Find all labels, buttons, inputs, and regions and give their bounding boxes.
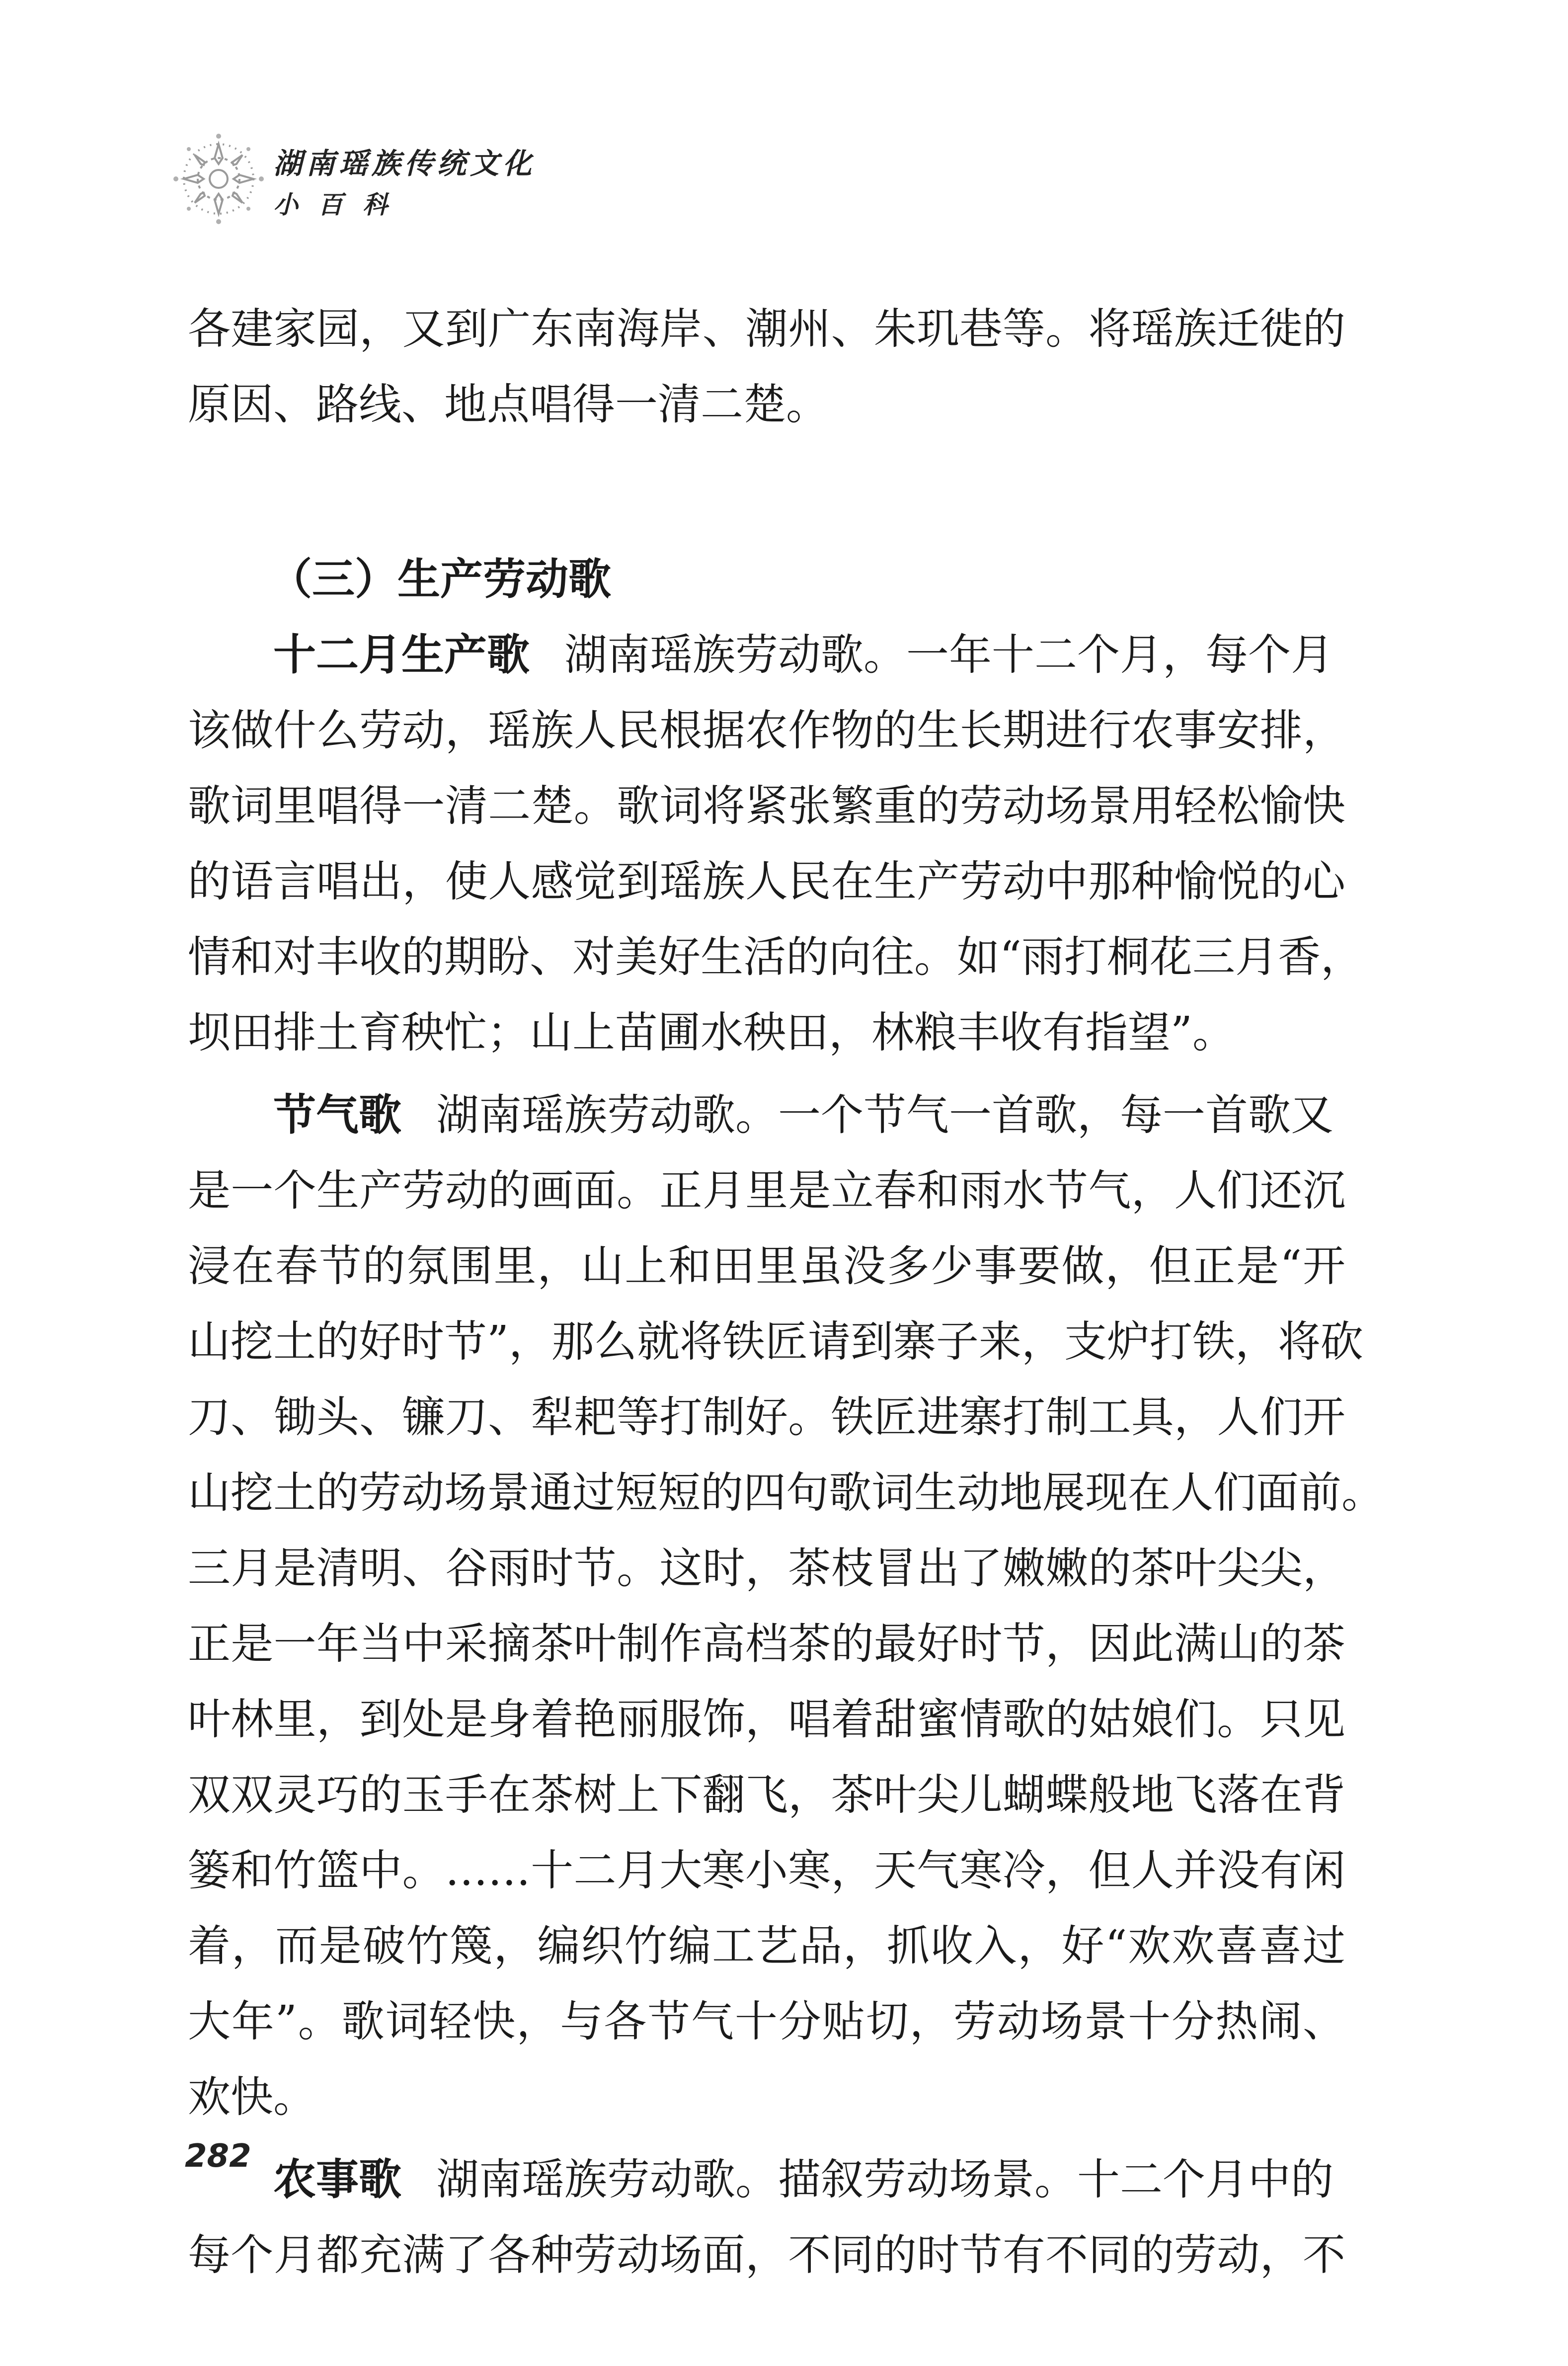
- text-line: 的语言唱出，使人感觉到瑶族人民在生产劳动中那种愉悦的心: [188, 857, 1345, 906]
- text-line: 原因、路线、地点唱得一清二楚。: [188, 380, 829, 429]
- floral-ornament-icon: [169, 129, 268, 229]
- text-line: 山挖土的好时节”，那么就将铁匠请到寨子来，支炉打铁，将砍: [188, 1317, 1363, 1367]
- text-line: 是一个生产劳动的画面。正月里是立春和雨水节气，人们还沉: [188, 1166, 1345, 1216]
- entry-term: 农事歌: [273, 2155, 401, 2204]
- entry-first-line: [188, 2142, 1345, 2217]
- entry-term: 节气歌: [273, 1090, 401, 1140]
- text-line: 歌词里唱得一清二楚。歌词将紧张繁重的劳动场景用轻松愉快: [188, 781, 1345, 831]
- book-series-subtitle: 小百科: [273, 190, 407, 219]
- text-line: 浸在春节的氛围里，山上和田里虽没多少事要做，但正是“开: [188, 1241, 1345, 1291]
- entry-text: 湖南瑶族劳动歌。描叙劳动场景。十二个月中的: [436, 2155, 1333, 2204]
- text-line: 欢快。: [188, 2072, 316, 2122]
- entry-term: 十二月生产歌: [273, 630, 530, 680]
- text-line: 坝田排土育秧忙；山上苗圃水秧田，林粮丰收有指望”。: [188, 1008, 1235, 1058]
- text-line: 双双灵巧的玉手在茶树上下翻飞，茶叶尖儿蝴蝶般地飞落在背: [188, 1770, 1345, 1820]
- entry-first-line: [188, 1077, 1345, 1153]
- book-series-title: 湖南瑶族传统文化: [273, 147, 536, 180]
- entry-text: 湖南瑶族劳动歌。一年十二个月，每个月: [564, 630, 1333, 680]
- text-line: 叶林里，到处是身着艳丽服饰，唱着甜蜜情歌的姑娘们。只见: [188, 1695, 1345, 1744]
- text-line: 各建家园，又到广东南海岸、潮州、朱玑巷等。将瑶族迁徙的: [188, 304, 1345, 354]
- entry-text: 湖南瑶族劳动歌。一个节气一首歌，每一首歌又: [436, 1090, 1333, 1140]
- text-line: 大年”。歌词轻快，与各节气十分贴切，劳动场景十分热闹、: [188, 1997, 1345, 2046]
- running-header: [169, 129, 616, 229]
- text-line: 山挖土的劳动场景通过短短的四句歌词生动地展现在人们面前。: [188, 1468, 1384, 1518]
- text-line: 正是一年当中采摘茶叶制作高档茶的最好时节，因此满山的茶: [188, 1619, 1345, 1669]
- text-line: 情和对丰收的期盼、对美好生活的向往。如“雨打桐花三月香，: [188, 932, 1363, 982]
- body-text: [188, 291, 1384, 2293]
- entry-first-line: [188, 617, 1345, 693]
- text-line: 每个月都充满了各种劳动场面，不同的时节有不同的劳动，不: [188, 2230, 1345, 2280]
- text-line: 该做什么劳动，瑶族人民根据农作物的生长期进行农事安排，: [188, 706, 1345, 755]
- text-line: 着，而是破竹篾，编织竹编工艺品，抓收入，好“欢欢喜喜过: [188, 1921, 1345, 1971]
- page-number: 282: [185, 2138, 251, 2175]
- section-heading: （三）生产劳动歌: [269, 555, 611, 604]
- text-line: 三月是清明、谷雨时节。这时，茶枝冒出了嫩嫩的茶叶尖尖，: [188, 1544, 1345, 1593]
- text-line: 刀、锄头、镰刀、犁耙等打制好。铁匠进寨打制工具，人们开: [188, 1392, 1345, 1442]
- text-line: 篓和竹篮中。……十二月大寒小寒，天气寒冷，但人并没有闲: [188, 1846, 1345, 1895]
